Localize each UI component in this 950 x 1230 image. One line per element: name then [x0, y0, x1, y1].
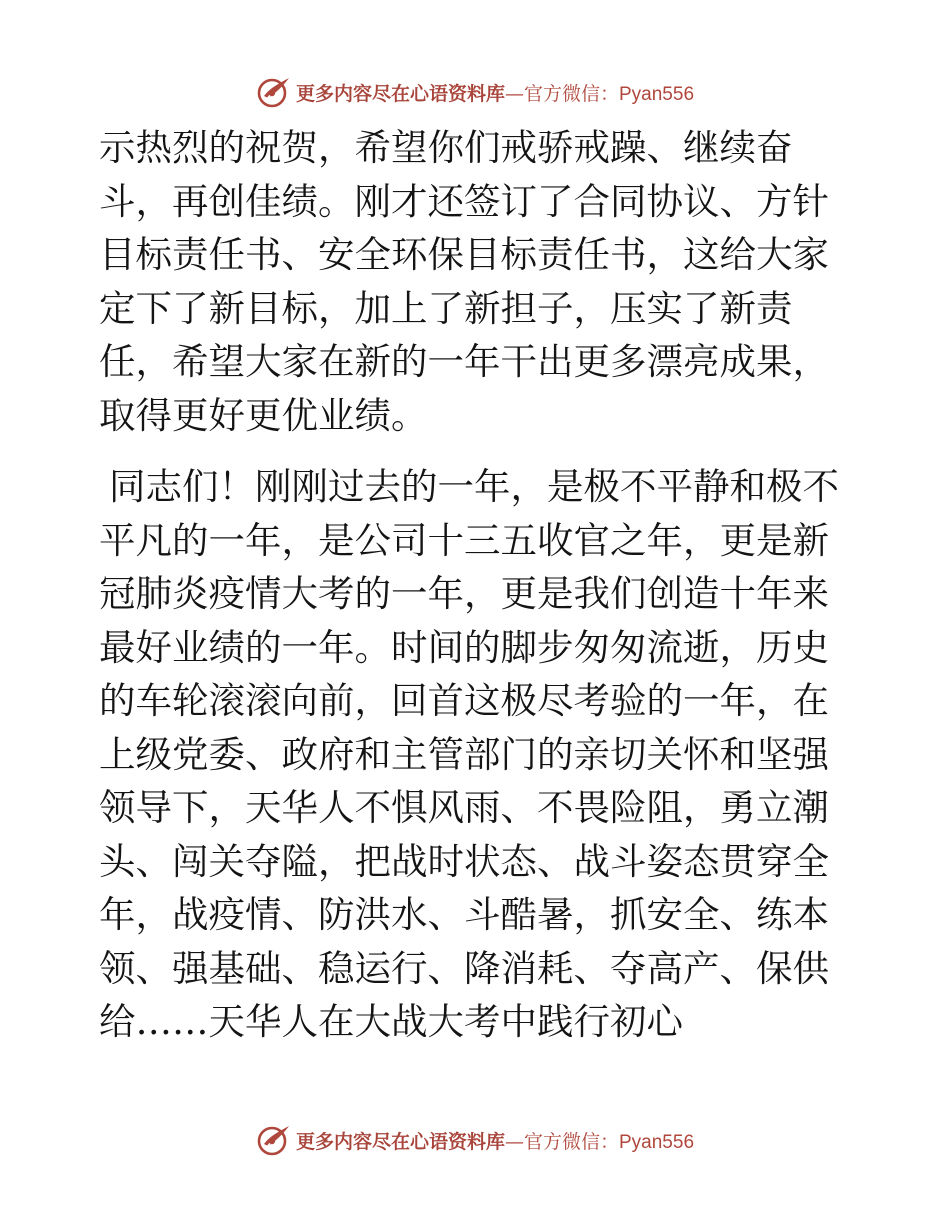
watermark-wechat-label: 官方微信： — [523, 82, 619, 105]
footer-watermark — [0, 1120, 950, 1160]
watermark-brand: 更多内容尽在心语资料库 — [295, 1130, 505, 1153]
paragraph-2: 同志们！刚刚过去的一年，是极不平静和极不平凡的一年，是公司十三五收官之年，更是新冠肺炎疫情大考的一年，更是我们创造十年来最好业绩的一年。时间的脚步匆匆流逝，历史的车轮滚滚向前，回首这极尽考验的一年，在上级党委、政府和主管部门的亲切关怀和坚强领导下，天华人不惧风雨、不畏险阻，勇立潮头、闯关夺隘，把战时状态、战斗姿态贯穿全年，战疫情、防洪水、斗酷暑，抓安全、练本领、强基础、稳运行、降消耗、夺高产、保供给……天华人在大战大考中践行初心 — [99, 465, 839, 1043]
watermark-brand: 更多内容尽在心语资料库 — [295, 82, 505, 105]
quill-circle-logo-icon — [256, 74, 292, 110]
watermark-wechat-label: 官方微信： — [523, 1130, 619, 1153]
watermark-wechat-id: Pyan556 — [619, 1131, 695, 1153]
watermark-text — [296, 79, 694, 106]
quill-circle-logo-icon — [256, 1122, 292, 1158]
header-watermark — [0, 72, 950, 112]
watermark-separator: — — [504, 1130, 524, 1153]
document-body — [99, 121, 859, 1049]
watermark-separator: — — [504, 82, 524, 105]
paragraph-1: 示热烈的祝贺，希望你们戒骄戒躁、继续奋斗，再创佳绩。刚才还签订了合同协议、方针目标责任书、安全环保目标责任书，这给大家定下了新目标，加上了新担子，压实了新责任，希望大家在新的一年干出更多漂亮成果，取得更好更优业绩。 — [99, 126, 829, 437]
watermark-wechat-id: Pyan556 — [619, 83, 695, 105]
watermark-text — [296, 1127, 694, 1154]
